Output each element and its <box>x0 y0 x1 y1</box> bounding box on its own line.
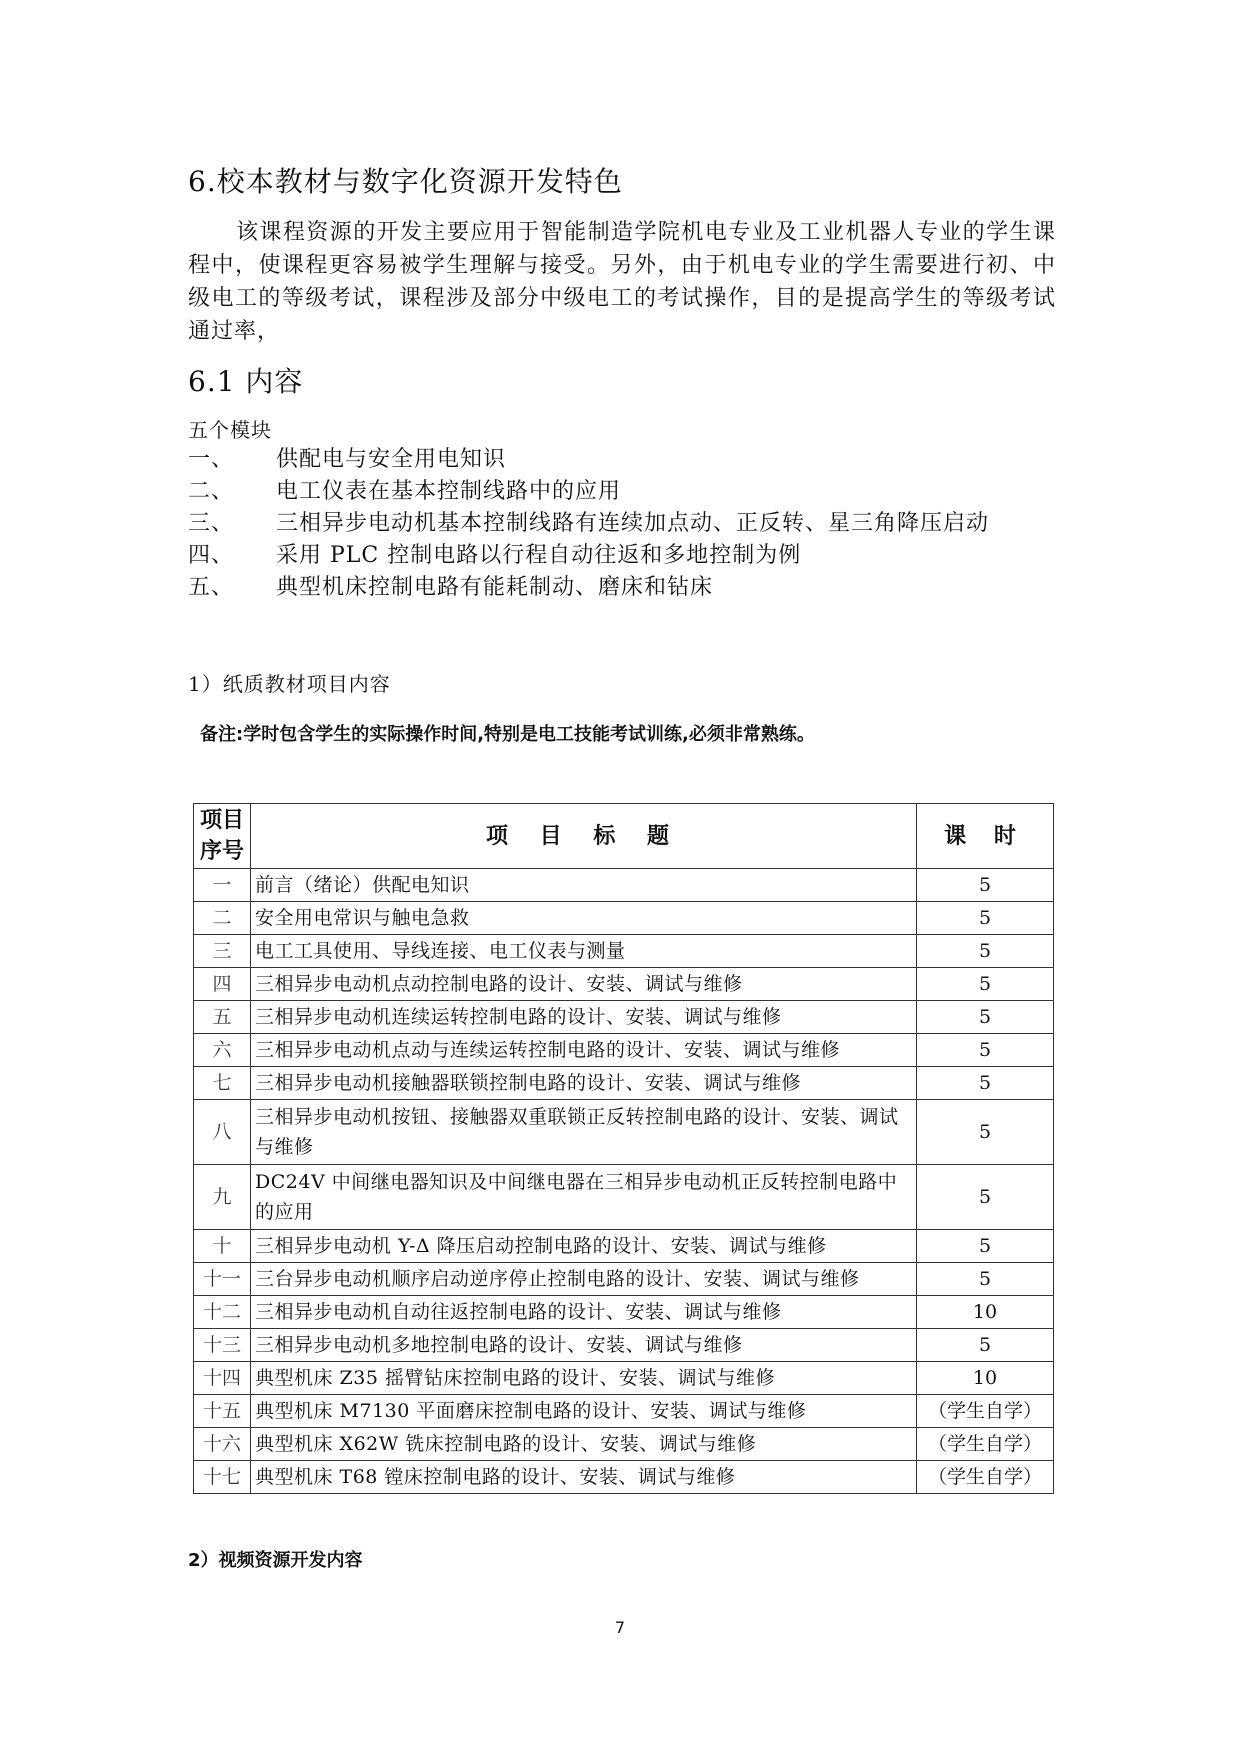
row-hours: 5 <box>917 1165 1054 1230</box>
header-title: 项 目 标 题 <box>251 804 917 869</box>
row-hours: 5 <box>917 869 1054 902</box>
module-text: 供配电与安全用电知识 <box>276 447 507 472</box>
table-row <box>194 902 1054 935</box>
row-seq: 九 <box>194 1165 251 1230</box>
course-items-table <box>193 803 1054 1494</box>
table-row <box>194 1067 1054 1100</box>
row-hours: 5 <box>917 1001 1054 1034</box>
row-seq: 十三 <box>194 1329 251 1362</box>
row-title: 三相异步电动机自动往返控制电路的设计、安装、调试与维修 <box>251 1296 917 1329</box>
row-seq: 十五 <box>194 1395 251 1428</box>
row-seq: 十六 <box>194 1428 251 1461</box>
module-text: 三相异步电动机基本控制线路有连续加点动、正反转、星三角降压启动 <box>276 511 990 536</box>
row-seq: 六 <box>194 1034 251 1067</box>
section-heading: 6.校本教材与数字化资源开发特色 <box>188 165 623 198</box>
row-hours: 5 <box>917 1034 1054 1067</box>
row-seq: 三 <box>194 935 251 968</box>
row-seq: 五 <box>194 1001 251 1034</box>
modules-title: 五个模块 <box>188 418 272 442</box>
row-hours: 5 <box>917 1263 1054 1296</box>
row-title: 三相异步电动机接触器联锁控制电路的设计、安装、调试与维修 <box>251 1067 917 1100</box>
modules-list <box>188 444 1068 604</box>
module-item <box>188 540 1068 572</box>
module-text: 典型机床控制电路有能耗制动、磨床和钻床 <box>276 575 714 600</box>
table-row <box>194 1263 1054 1296</box>
module-item <box>188 444 1068 476</box>
table-row <box>194 968 1054 1001</box>
row-title: 典型机床 M7130 平面磨床控制电路的设计、安装、调试与维修 <box>251 1395 917 1428</box>
table-row <box>194 1461 1054 1494</box>
row-title: 三相异步电动机连续运转控制电路的设计、安装、调试与维修 <box>251 1001 917 1034</box>
table-row <box>194 1362 1054 1395</box>
table-row <box>194 1428 1054 1461</box>
row-seq: 十四 <box>194 1362 251 1395</box>
module-item <box>188 572 1068 604</box>
module-number: 一、 <box>188 447 235 472</box>
table-row <box>194 1165 1054 1230</box>
table-header-row <box>194 804 1054 869</box>
row-hours: （学生自学） <box>917 1461 1054 1494</box>
row-seq: 八 <box>194 1100 251 1165</box>
row-title: 三相异步电动机多地控制电路的设计、安装、调试与维修 <box>251 1329 917 1362</box>
row-hours: 5 <box>917 1067 1054 1100</box>
module-item <box>188 508 1068 540</box>
module-number: 三、 <box>188 511 235 536</box>
row-title: 典型机床 X62W 铣床控制电路的设计、安装、调试与维修 <box>251 1428 917 1461</box>
row-hours: 5 <box>917 1230 1054 1263</box>
table-row <box>194 935 1054 968</box>
row-title: 典型机床 T68 镗床控制电路的设计、安装、调试与维修 <box>251 1461 917 1494</box>
row-title: 安全用电常识与触电急救 <box>251 902 917 935</box>
table-row <box>194 1001 1054 1034</box>
module-number: 五、 <box>188 575 235 600</box>
paper-textbook-heading: 1）纸质教材项目内容 <box>188 672 391 696</box>
row-title: 三相异步电动机 Y-Δ 降压启动控制电路的设计、安装、调试与维修 <box>251 1230 917 1263</box>
row-seq: 十七 <box>194 1461 251 1494</box>
module-number: 二、 <box>188 479 235 504</box>
row-hours: 5 <box>917 1100 1054 1165</box>
row-hours: 5 <box>917 902 1054 935</box>
row-hours: 10 <box>917 1296 1054 1329</box>
module-text: 采用 PLC 控制电路以行程自动往返和多地控制为例 <box>276 543 802 568</box>
header-seq: 项目序号 <box>194 804 251 869</box>
module-item <box>188 476 1068 508</box>
row-title: 三台异步电动机顺序启动逆序停止控制电路的设计、安装、调试与维修 <box>251 1263 917 1296</box>
row-seq: 一 <box>194 869 251 902</box>
row-seq: 二 <box>194 902 251 935</box>
row-seq: 十二 <box>194 1296 251 1329</box>
header-hours: 课 时 <box>917 804 1054 869</box>
row-seq: 十 <box>194 1230 251 1263</box>
row-title: DC24V 中间继电器知识及中间继电器在三相异步电动机正反转控制电路中的应用 <box>251 1165 917 1230</box>
row-hours: 10 <box>917 1362 1054 1395</box>
subsection-heading: 6.1 内容 <box>188 365 304 398</box>
table-row <box>194 1329 1054 1362</box>
row-seq: 十一 <box>194 1263 251 1296</box>
table-row <box>194 1230 1054 1263</box>
row-title: 电工工具使用、导线连接、电工仪表与测量 <box>251 935 917 968</box>
row-hours: （学生自学） <box>917 1428 1054 1461</box>
row-seq: 四 <box>194 968 251 1001</box>
module-number: 四、 <box>188 543 235 568</box>
row-title: 典型机床 Z35 摇臂钻床控制电路的设计、安装、调试与维修 <box>251 1362 917 1395</box>
table-row <box>194 1296 1054 1329</box>
row-seq: 七 <box>194 1067 251 1100</box>
video-resources-heading: 2）视频资源开发内容 <box>188 1550 363 1571</box>
row-title: 三相异步电动机点动控制电路的设计、安装、调试与维修 <box>251 968 917 1001</box>
row-hours: 5 <box>917 968 1054 1001</box>
row-title: 三相异步电动机点动与连续运转控制电路的设计、安装、调试与维修 <box>251 1034 917 1067</box>
row-hours: 5 <box>917 1329 1054 1362</box>
row-title: 三相异步电动机按钮、接触器双重联锁正反转控制电路的设计、安装、调试与维修 <box>251 1100 917 1165</box>
row-hours: 5 <box>917 935 1054 968</box>
table-row <box>194 1034 1054 1067</box>
table-row <box>194 1100 1054 1165</box>
table-row <box>194 1395 1054 1428</box>
module-text: 电工仪表在基本控制线路中的应用 <box>276 479 622 504</box>
page-number: 7 <box>614 1618 626 1637</box>
row-hours: （学生自学） <box>917 1395 1054 1428</box>
table-row <box>194 869 1054 902</box>
row-title: 前言（绪论）供配电知识 <box>251 869 917 902</box>
intro-paragraph: 该课程资源的开发主要应用于智能制造学院机电专业及工业机器人专业的学生课程中，使课程更容易被学生理解与接受。另外，由于机电专业的学生需要进行初、中级电工的等级考试，课程涉及部分中级电工的考试操作，目的是提高学生的等级考试通过率， <box>188 220 1056 344</box>
note-text: 备注:学时包含学生的实际操作时间,特别是电工技能考试训练,必须非常熟练。 <box>200 724 815 745</box>
